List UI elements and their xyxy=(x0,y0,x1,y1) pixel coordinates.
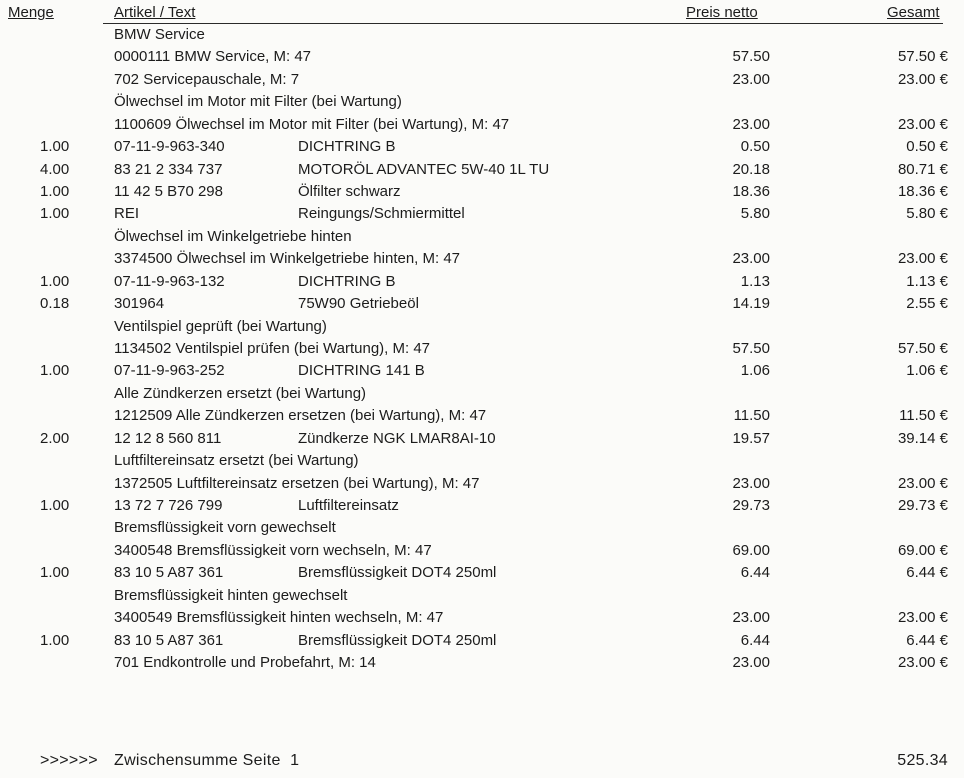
labor-row xyxy=(0,340,964,362)
line-desc: DICHTRING B xyxy=(298,138,396,156)
line-total: 29.73 € xyxy=(897,497,948,515)
subtotal-marks: >>>>>> xyxy=(40,752,98,769)
part-row xyxy=(0,295,964,317)
part-row xyxy=(0,205,964,227)
part-row xyxy=(0,564,964,586)
section-heading-row xyxy=(0,587,964,609)
line-total: 1.13 € xyxy=(906,272,948,290)
line-price: 1.13 xyxy=(740,272,770,290)
line-total: 23.00 € xyxy=(897,115,948,133)
line-price: 69.00 xyxy=(732,541,770,559)
line-total: 1.06 € xyxy=(906,362,948,380)
line-qty: 1.00 xyxy=(40,138,70,156)
line-price: 29.73 xyxy=(732,497,770,515)
labor-row xyxy=(0,654,964,676)
line-text: 3400548 Bremsflüssigkeit vorn wechseln, M: 47 xyxy=(114,541,432,559)
line-total: 57.50 € xyxy=(897,48,948,66)
line-total: 57.50 € xyxy=(897,340,948,358)
line-price: 14.19 xyxy=(732,295,770,313)
line-total: 23.00 € xyxy=(897,474,948,492)
line-price: 57.50 xyxy=(732,48,770,66)
line-desc: MOTORÖL ADVANTEC 5W-40 1L TU xyxy=(298,160,550,178)
line-code: 83 10 5 A87 361 xyxy=(114,564,224,582)
line-code: 12 12 8 560 811 xyxy=(114,429,222,447)
subtotal-value: 525.34 xyxy=(897,752,948,769)
line-price: 11.50 xyxy=(733,407,770,425)
part-row xyxy=(0,183,964,205)
line-price: 6.44 xyxy=(740,631,770,649)
line-desc: 75W90 Getriebeöl xyxy=(298,295,419,313)
line-price: 23.00 xyxy=(732,250,770,268)
section-title: BMW Service xyxy=(114,26,205,43)
line-desc: Bremsflüssigkeit DOT4 250ml xyxy=(298,564,497,582)
labor-row xyxy=(0,48,964,70)
line-total: 80.71 € xyxy=(897,160,948,178)
line-total: 23.00 € xyxy=(897,250,948,268)
line-code: 83 10 5 A87 361 xyxy=(114,631,224,649)
labor-row xyxy=(0,609,964,631)
header-divider xyxy=(103,23,943,24)
header-total: Gesamt xyxy=(887,4,940,21)
section-title: Ventilspiel geprüft (bei Wartung) xyxy=(114,317,327,335)
labor-row xyxy=(0,475,964,497)
line-total: 23.00 € xyxy=(897,70,948,88)
line-qty: 1.00 xyxy=(40,564,70,582)
part-row xyxy=(0,632,964,654)
line-desc: Reingungs/Schmiermittel xyxy=(298,205,465,223)
line-price: 23.00 xyxy=(732,654,770,672)
labor-row xyxy=(0,116,964,138)
line-code: 11 42 5 B70 298 xyxy=(114,183,223,200)
line-qty: 1.00 xyxy=(40,272,70,290)
line-total: 5.80 € xyxy=(906,205,948,223)
line-code: 83 21 2 334 737 xyxy=(114,160,223,178)
line-qty: 1.00 xyxy=(40,362,70,380)
line-text: 702 Servicepauschale, M: 7 xyxy=(114,70,300,88)
line-qty: 1.00 xyxy=(40,631,70,649)
line-desc: DICHTRING B xyxy=(298,272,396,290)
line-qty: 0.18 xyxy=(40,295,70,313)
line-total: 11.50 € xyxy=(899,407,948,425)
part-row xyxy=(0,430,964,452)
section-title: Ölwechsel im Winkelgetriebe hinten xyxy=(114,227,352,245)
subtotal-row xyxy=(0,752,964,774)
line-price: 1.06 xyxy=(740,362,770,380)
labor-row xyxy=(0,250,964,272)
line-price: 57.50 xyxy=(732,340,770,358)
line-total: 39.14 € xyxy=(897,429,948,447)
line-text: 0000111 BMW Service, M: 47 xyxy=(114,48,312,66)
line-text: 1134502 Ventilspiel prüfen (bei Wartung), M: 47 xyxy=(114,340,431,358)
line-code: 301964 xyxy=(114,295,165,313)
line-text: 701 Endkontrolle und Probefahrt, M: 14 xyxy=(114,654,376,672)
line-price: 19.57 xyxy=(732,429,770,447)
part-row xyxy=(0,138,964,160)
header-qty: Menge xyxy=(8,4,54,21)
line-price: 0.50 xyxy=(740,138,770,156)
line-qty: 1.00 xyxy=(40,497,70,515)
line-desc: Zündkerze NGK LMAR8AI-10 xyxy=(298,429,496,447)
line-total: 2.55 € xyxy=(906,295,948,313)
section-heading-row xyxy=(0,26,964,48)
line-price: 23.00 xyxy=(732,609,770,627)
subtotal-label-text: Zwischensumme Seite xyxy=(114,752,281,769)
line-price: 18.36 xyxy=(732,183,770,200)
line-code: 13 72 7 726 799 xyxy=(114,497,223,515)
subtotal-label xyxy=(114,752,299,770)
section-title: Ölwechsel im Motor mit Filter (bei Wartung) xyxy=(114,93,402,111)
line-desc: Ölfilter schwarz xyxy=(298,183,401,200)
section-heading-row xyxy=(0,318,964,340)
part-row xyxy=(0,497,964,519)
section-title: Alle Zündkerzen ersetzt (bei Wartung) xyxy=(114,384,367,402)
section-title: Bremsflüssigkeit hinten gewechselt xyxy=(114,586,348,604)
line-desc: Bremsflüssigkeit DOT4 250ml xyxy=(298,631,497,649)
line-total: 0.50 € xyxy=(906,138,948,156)
part-row xyxy=(0,273,964,295)
line-price: 23.00 xyxy=(732,70,770,88)
line-desc: DICHTRING 141 B xyxy=(298,362,425,380)
line-price: 23.00 xyxy=(732,115,770,133)
section-title: Bremsflüssigkeit vorn gewechselt xyxy=(114,519,336,537)
labor-row xyxy=(0,542,964,564)
section-heading-row xyxy=(0,93,964,115)
line-qty: 1.00 xyxy=(40,183,70,200)
line-total: 6.44 € xyxy=(906,631,948,649)
section-heading-row xyxy=(0,519,964,541)
line-qty: 4.00 xyxy=(40,160,70,178)
line-qty: 2.00 xyxy=(40,429,70,447)
section-heading-row xyxy=(0,385,964,407)
line-text: 1372505 Luftfiltereinsatz ersetzen (bei Wartung), M: 47 xyxy=(114,474,480,492)
line-price: 5.80 xyxy=(740,205,770,223)
section-heading-row xyxy=(0,228,964,250)
line-total: 69.00 € xyxy=(897,541,948,559)
line-code: 07-11-9-963-340 xyxy=(114,138,225,156)
line-code: REI xyxy=(114,205,140,223)
line-price: 6.44 xyxy=(740,564,770,582)
line-text: 3374500 Ölwechsel im Winkelgetriebe hinten, M: 47 xyxy=(114,250,461,268)
line-desc: Luftfiltereinsatz xyxy=(298,497,399,515)
line-total: 18.36 € xyxy=(897,183,948,200)
line-text: 3400549 Bremsflüssigkeit hinten wechseln, M: 47 xyxy=(114,609,444,627)
section-heading-row xyxy=(0,452,964,474)
subtotal-page: 1 xyxy=(290,752,300,769)
labor-row xyxy=(0,71,964,93)
line-code: 07-11-9-963-252 xyxy=(114,362,225,380)
line-total: 6.44 € xyxy=(906,564,948,582)
part-row xyxy=(0,362,964,384)
line-price: 20.18 xyxy=(732,160,770,178)
section-title: Luftfiltereinsatz ersetzt (bei Wartung) xyxy=(114,452,359,470)
line-total: 23.00 € xyxy=(897,654,948,672)
line-text: 1212509 Alle Zündkerzen ersetzen (bei Wartung), M: 47 xyxy=(114,407,487,425)
part-row xyxy=(0,161,964,183)
line-qty: 1.00 xyxy=(40,205,70,223)
line-price: 23.00 xyxy=(732,474,770,492)
line-code: 07-11-9-963-132 xyxy=(114,272,225,290)
labor-row xyxy=(0,407,964,429)
line-text: 1100609 Ölwechsel im Motor mit Filter (bei Wartung), M: 47 xyxy=(114,115,510,133)
line-total: 23.00 € xyxy=(897,609,948,627)
header-price: Preis netto xyxy=(686,4,758,21)
header-article: Artikel / Text xyxy=(114,4,196,21)
